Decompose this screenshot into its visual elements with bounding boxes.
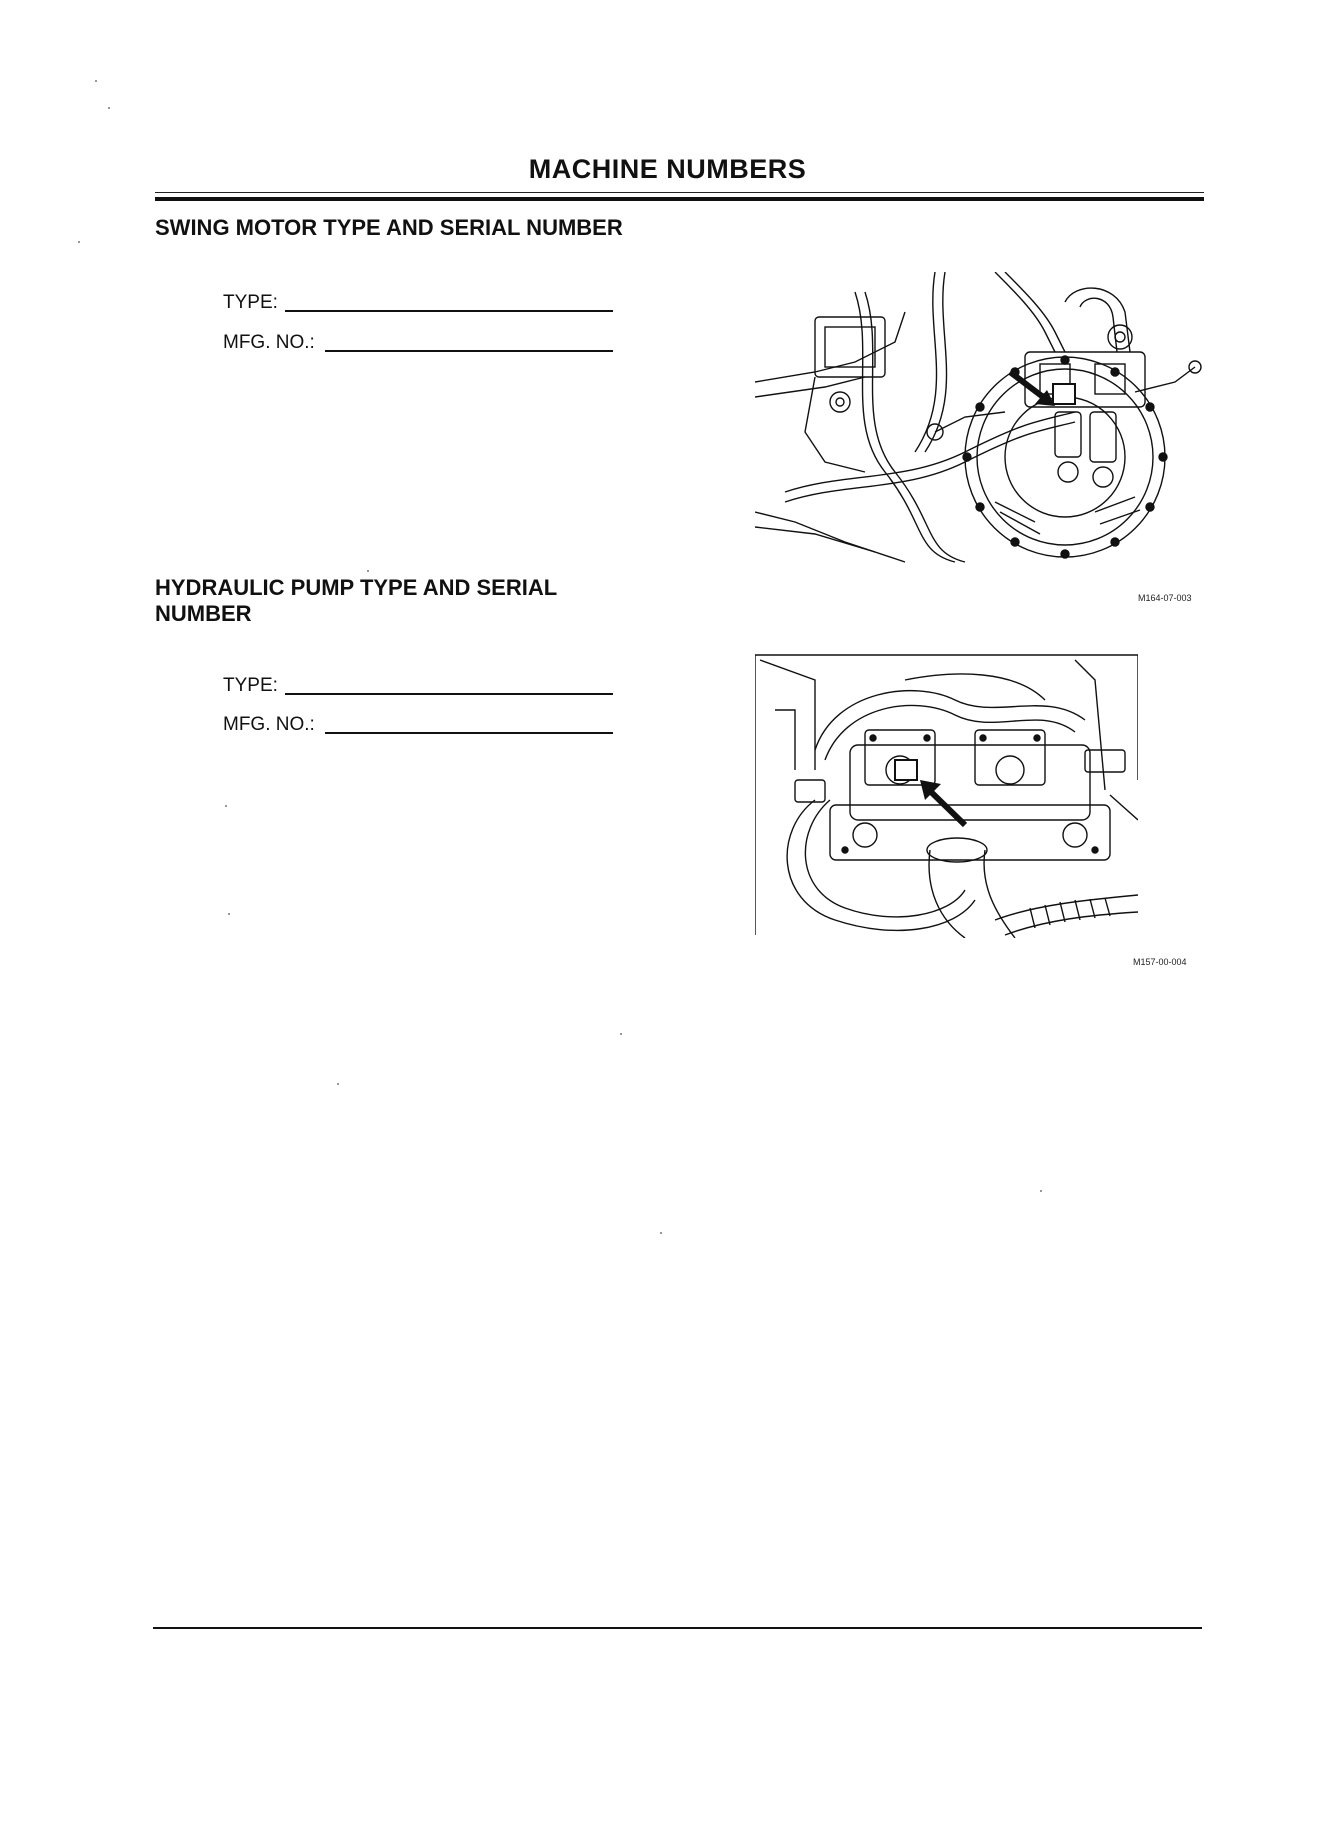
scan-speck — [620, 1033, 622, 1035]
swing-motor-serial-plate — [1053, 384, 1075, 404]
scan-speck — [337, 1083, 339, 1085]
hydraulic-pump-heading — [155, 575, 557, 627]
hydraulic-pump-type-field[interactable] — [223, 673, 613, 697]
scan-speck — [225, 805, 227, 807]
scan-speck — [660, 1232, 662, 1234]
scan-speck — [78, 241, 80, 243]
scan-speck — [108, 107, 110, 109]
swing-motor-mfg-label: MFG. NO.: — [223, 332, 315, 353]
swing-motor-figure — [755, 272, 1205, 568]
scan-speck — [95, 80, 97, 82]
swing-motor-type-line — [285, 310, 613, 312]
hydraulic-pump-figure-caption: M157-00-004 — [1133, 957, 1187, 967]
hydraulic-pump-heading-line1: HYDRAULIC PUMP TYPE AND SERIAL — [155, 575, 558, 600]
hydraulic-pump-arrow — [920, 780, 965, 825]
swing-motor-heading: SWING MOTOR TYPE AND SERIAL NUMBER — [155, 215, 623, 240]
hydraulic-pump-serial-plate — [895, 760, 917, 780]
scan-speck — [367, 570, 369, 572]
header-rule-thin — [155, 192, 1204, 193]
hydraulic-pump-mfg-field[interactable] — [223, 712, 613, 736]
hydraulic-pump-illustration — [755, 650, 1138, 938]
hydraulic-pump-type-line — [285, 693, 613, 695]
scan-speck — [228, 913, 230, 915]
swing-motor-type-field[interactable] — [223, 290, 613, 314]
hydraulic-pump-mfg-line — [325, 732, 613, 734]
swing-motor-illustration — [755, 272, 1205, 568]
swing-motor-type-label: TYPE: — [223, 292, 278, 313]
hydraulic-pump-figure — [755, 650, 1138, 938]
swing-motor-arrow — [1010, 372, 1055, 406]
footer-rule — [153, 1627, 1202, 1629]
scan-speck — [1040, 1190, 1042, 1192]
swing-motor-mfg-field[interactable] — [223, 330, 613, 354]
hydraulic-pump-mfg-label: MFG. NO.: — [223, 714, 315, 735]
hydraulic-pump-type-label: TYPE: — [223, 675, 278, 696]
header-rule-thick — [155, 197, 1204, 201]
page-title: MACHINE NUMBERS — [528, 154, 807, 184]
swing-motor-figure-caption: M164-07-003 — [1138, 593, 1192, 603]
swing-motor-mfg-line — [325, 350, 613, 352]
hydraulic-pump-heading-line2: NUMBER — [155, 601, 252, 626]
